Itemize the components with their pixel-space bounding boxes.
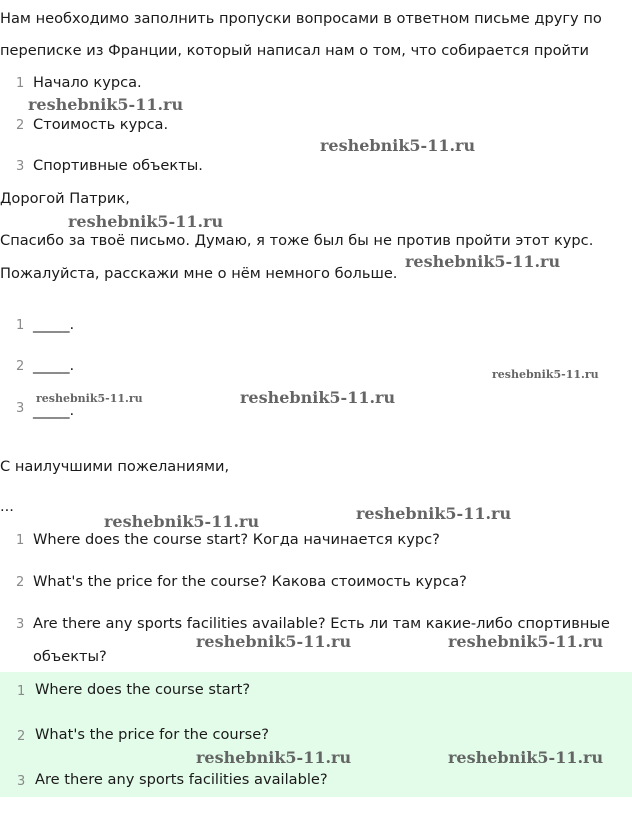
answer-number: 2 bbox=[17, 729, 26, 744]
letter-line-2: Пожалуйста, расскажи мне о нём немного больше. bbox=[0, 265, 398, 282]
topic-number: 1 bbox=[16, 76, 25, 91]
watermark: reshebnik5-11.ru bbox=[28, 95, 184, 114]
watermark: reshebnik5-11.ru bbox=[104, 512, 260, 531]
letter-closing: С наилучшими пожеланиями, bbox=[0, 458, 230, 475]
translation-number: 2 bbox=[16, 575, 25, 590]
translation-item-continued: объекты? bbox=[33, 648, 107, 665]
translation-item: Where does the course start? Когда начинается курс? bbox=[33, 531, 440, 548]
watermark: reshebnik5-11.ru bbox=[240, 388, 396, 407]
answer-item: What's the price for the course? bbox=[35, 726, 269, 743]
letter-greeting: Дорогой Патрик, bbox=[0, 190, 130, 207]
watermark: reshebnik5-11.ru bbox=[356, 504, 512, 523]
watermark: reshebnik5-11.ru bbox=[405, 252, 561, 271]
watermark: reshebnik5-11.ru bbox=[492, 368, 599, 381]
letter-signature: ... bbox=[0, 498, 14, 515]
watermark: reshebnik5-11.ru bbox=[448, 748, 604, 767]
letter-blank: _____. bbox=[33, 357, 75, 374]
answer-number: 1 bbox=[17, 684, 26, 699]
watermark: reshebnik5-11.ru bbox=[320, 136, 476, 155]
intro-line-1: Нам необходимо заполнить пропуски вопросами в ответном письме другу по bbox=[0, 10, 602, 27]
watermark: reshebnik5-11.ru bbox=[196, 632, 352, 651]
topic-number: 2 bbox=[16, 118, 25, 133]
topic-number: 3 bbox=[16, 159, 25, 174]
watermark: reshebnik5-11.ru bbox=[448, 632, 604, 651]
answer-item: Where does the course start? bbox=[35, 681, 251, 698]
topic-item: Спортивные объекты. bbox=[33, 157, 203, 174]
letter-line-1: Спасибо за твоё письмо. Думаю, я тоже был бы не против пройти этот курс. bbox=[0, 232, 594, 249]
intro-line-2: переписке из Франции, который написал нам о том, что собирается пройти bbox=[0, 42, 590, 59]
watermark: reshebnik5-11.ru bbox=[196, 748, 352, 767]
watermark: reshebnik5-11.ru bbox=[68, 212, 224, 231]
translation-number: 3 bbox=[16, 617, 25, 632]
translation-number: 1 bbox=[16, 533, 25, 548]
blank-number: 2 bbox=[16, 359, 25, 374]
translation-item: Are there any sports facilities available? Есть ли там какие-либо спортивные bbox=[33, 615, 610, 632]
topic-item: Начало курса. bbox=[33, 74, 142, 91]
topic-item: Стоимость курса. bbox=[33, 116, 169, 133]
translation-item: What's the price for the course? Какова стоимость курса? bbox=[33, 573, 467, 590]
letter-blank: _____. bbox=[33, 316, 75, 333]
blank-number: 3 bbox=[16, 401, 25, 416]
blank-number: 1 bbox=[16, 318, 25, 333]
answer-number: 3 bbox=[17, 774, 26, 789]
letter-blank: _____. bbox=[33, 402, 75, 419]
answer-item: Are there any sports facilities available? bbox=[35, 771, 328, 788]
watermark: reshebnik5-11.ru bbox=[36, 392, 143, 405]
